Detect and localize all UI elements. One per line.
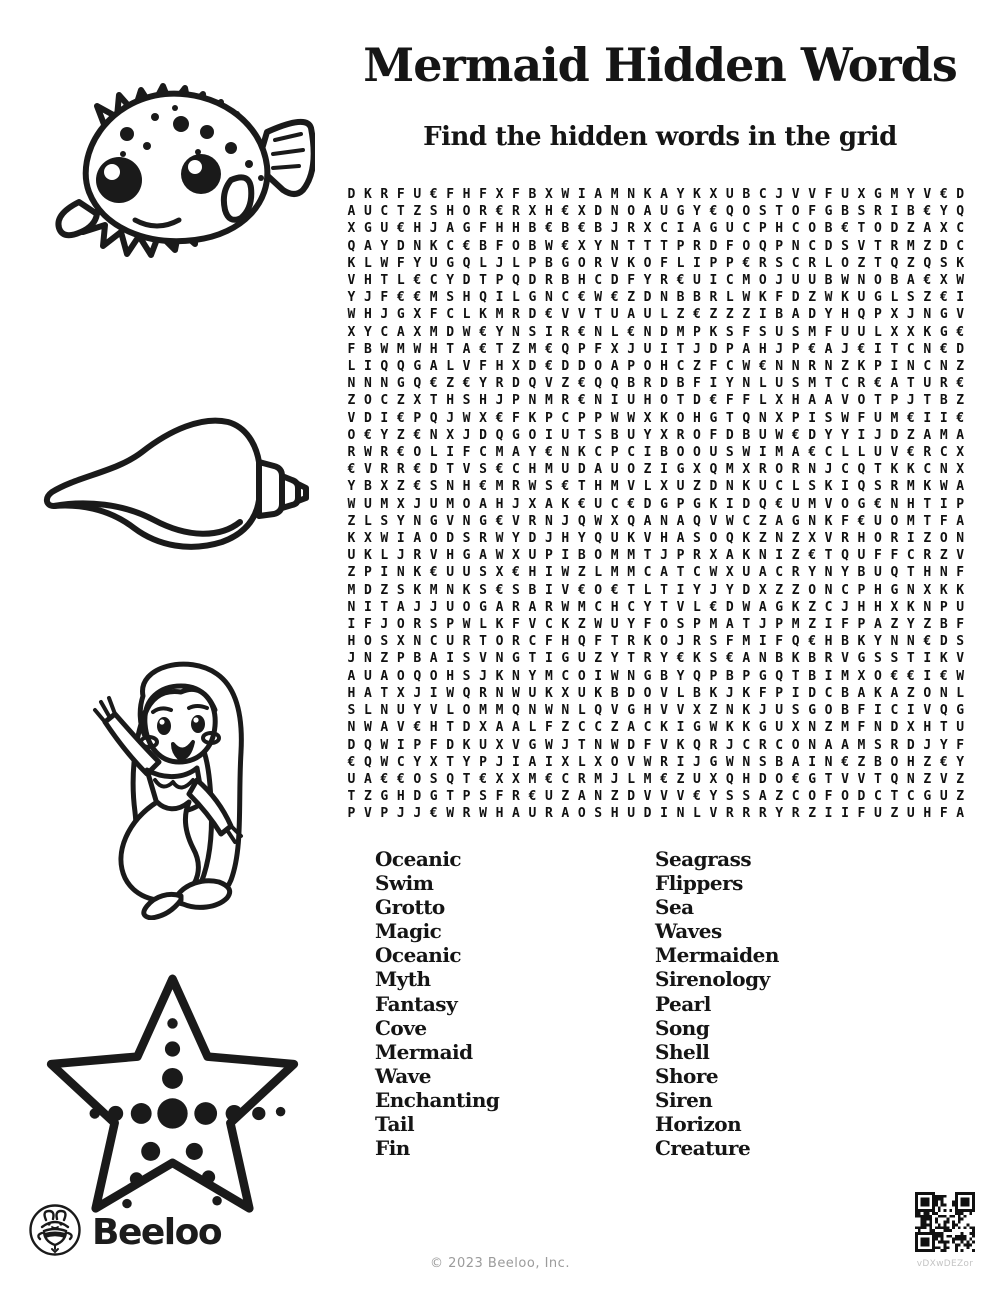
grid-row: Q A Y D N K C € B F O B W € X Y N T T T P R D F O Q P N C D S V T R M Z D C <box>347 238 965 254</box>
word-grid <box>345 186 967 823</box>
grid-row: J N Z P B A I S V N G T I G U Z Y T R Y € K S € A N B K B R V G S S T I K V <box>347 651 965 667</box>
grid-row: A U A O Q O H S J K N Y M C O I W N G B Y Q P B P G Q T B I M X O € € I € W <box>347 668 965 684</box>
word-item: Waves <box>655 919 722 944</box>
word-item: Creature <box>655 1136 751 1161</box>
seashell-icon <box>38 400 316 560</box>
grid-row: € V R R € D T V S € C H M U D A U O Z I G X Q M X R O R N J C Q T K K C N X <box>347 462 965 478</box>
grid-row: F B W M W H T A € T Z M € Q P F X J U I T J D P A H J P € A J € I T C N € D <box>347 341 965 357</box>
brand-logo <box>28 1203 221 1261</box>
copyright-text: © 2023 Beeloo, Inc. <box>430 1256 570 1271</box>
word-item: Mermaid <box>375 1039 473 1064</box>
grid-row: S L N U Y V L O M M Q N W N L Q V G H V V X Z N K J U S G O B F I C I V Q G <box>347 703 965 719</box>
qr-code-image <box>915 1192 975 1252</box>
word-item: Magic <box>375 919 442 944</box>
grid-row: O € Y Z € N X J D Q G O I U T S B U Y X R O F D B U W € D Y Y I J D Z A M A <box>347 427 965 443</box>
word-item: Sirenology <box>655 967 770 992</box>
mermaid-icon <box>85 652 270 920</box>
word-item: Pearl <box>655 991 711 1016</box>
pufferfish-icon <box>35 62 315 272</box>
grid-row: W U M X J U M O A H J X A K € U C € D G P G K I D Q € U M V O G € N H T I P <box>347 496 965 512</box>
grid-row: Y B X Z € S N H € M R W S € T H M V L X U Z D N K U C L S K I Q S R M K W A <box>347 479 965 495</box>
grid-row: D K R F U € F H F X F B X W I A M N K A Y K X U B C J V V F U X G M Y V € D <box>347 187 965 202</box>
word-item: Horizon <box>655 1112 742 1137</box>
grid-row: N W A V € H T D X A A L F Z C C Z A C K I G W K K G U X N Z M F N D X H T U <box>347 720 965 736</box>
grid-row: V H T L € C Y D T P Q D R B H C D F Y R € U I C M O J U U B W N O B A € X W <box>347 273 965 289</box>
grid-row: R W R € O L I F C M A Y € N K C P C I B O O U S W I M A € C L L U V € R C X <box>347 445 965 461</box>
grid-row: K L W F Y U G Q L J L P B G O R V K O F L I P P € R S C R L O Z T Q Z Q S K <box>347 255 965 271</box>
word-item: Shell <box>655 1039 710 1064</box>
qr-code <box>912 1192 978 1269</box>
grid-row: D Q W I P F D K U X V G W J T N W D F V K Q R J C R C O N A A M S R D J Y F <box>347 737 965 753</box>
word-item: Fantasy <box>375 991 458 1016</box>
grid-row: Y J F € € M S H Q I L G N C € W € Z D N B B R L W K F D Z W K U G L S Z € I <box>347 290 965 306</box>
word-item: Song <box>655 1015 710 1040</box>
grid-row: N N N G Q € Z € Y R D Q V Z € Q Q B R D B F I Y N L U S M T C R € A T U R € <box>347 376 965 392</box>
grid-row: U K L J R V H G A W X U P I B O M M T J P R X A K N I Z € T Q U F F C R Z V <box>347 548 965 564</box>
word-item: Sea <box>655 895 694 920</box>
word-list-left <box>375 847 615 1160</box>
page-subtitle: Find the hidden words in the grid <box>423 122 897 152</box>
word-item: Seagrass <box>655 847 752 871</box>
grid-row: P V P J J € W R W H A U R A O S H U D I N L V R R R Y R Z I I F U Z U H F A <box>347 806 965 822</box>
word-item: Wave <box>375 1063 432 1088</box>
word-item: Mermaiden <box>655 943 779 968</box>
bee-logo-icon <box>28 1203 82 1261</box>
grid-row: U A € € O S Q T € X X M € C R M J L M € Z U X Q H D O € G T V V T Q N Z V Z <box>347 771 965 787</box>
grid-row: T Z G H D G T P S F R € U Z A N Z D V V V € Y S S A Z C O F O D C T C G U Z <box>347 789 965 805</box>
grid-row: Z P I N K € U U S X € H I W Z L M M C A T C W X U A C R Y N Y B U Q T H N F <box>347 565 965 581</box>
word-item: Cove <box>375 1015 427 1040</box>
word-item: Enchanting <box>375 1087 500 1112</box>
page-title: Mermaid Hidden Words <box>363 38 957 92</box>
grid-row: A U C T Z S H O R € R X H € X D N O A U G Y € Q O S T O F G B S R I B € Y Q <box>347 204 965 220</box>
grid-row: K X W I A O D S R W Y D J H Y Q U K V H A S O Q K Z N Z X V R H O R I Z O N <box>347 531 965 547</box>
starfish-icon <box>35 968 310 1240</box>
word-item: Swim <box>375 871 434 896</box>
grid-row: X G U € H J A G F H H B € B € B J R X C I A G U C P H C O B € T O D Z A X C <box>347 221 965 237</box>
grid-row: € Q W C Y X T Y P J I A I X L X O V W R I J G W N S B A I N € Z B O H Z € Y <box>347 754 965 770</box>
word-item: Myth <box>375 967 431 992</box>
qr-caption: vDXwDEZor <box>916 1259 974 1269</box>
word-item: Oceanic <box>375 847 462 871</box>
grid-row: L I Q Q G A L V F H X D € D D O A P O H C Z F C W € N N R N Z K P I N C N Z <box>347 359 965 375</box>
grid-row: H O S X N C U R T O R C F H Q F T R K O J R S F M I F Q € H B K Y N N € D S <box>347 634 965 650</box>
grid-row: V D I € P Q J W X € F K P C P P W W X K O H G T Q N X P I S W F U M € I I € <box>347 410 965 426</box>
grid-row: X Y C A X M D W € Y N S I R € N L € N D M P K S F S U S M F U U L X X K G € <box>347 324 965 340</box>
grid-row: Z O C Z X T H S H J P N M R € N I U H O T D € F F L X H A A V O T P J T B Z <box>347 393 965 409</box>
word-item: Fin <box>375 1136 410 1161</box>
word-item: Flippers <box>655 871 743 896</box>
brand-name: Beeloo <box>92 1211 222 1253</box>
grid-row: Z L S Y N G V N G € V R N J Q W X Q A N A Q V W C Z A G N K F € U O M T F A <box>347 513 965 529</box>
word-item: Siren <box>655 1087 713 1112</box>
word-item: Grotto <box>375 895 445 920</box>
grid-row: I F J O R S P W L K F V C K Z W U Y F O S P M A T J P M Z I F P A Z Y Z B F <box>347 617 965 633</box>
word-item: Shore <box>655 1063 719 1088</box>
grid-row: N I T A J J U O G A R A R W M C H C Y T V L € D W A G K Z C J H H X K N P U <box>347 599 965 615</box>
word-item: Tail <box>375 1112 415 1137</box>
word-list-right <box>655 847 895 1160</box>
grid-row: M D Z S K M N K S € S B I V € O € T L T I Y J Y D X Z Z O N C P H G N X K K <box>347 582 965 598</box>
grid-row: H A T X J I W Q R N W U K X U K B D O V L B K J K F P I D C B A K A Z O N L <box>347 685 965 701</box>
word-item: Oceanic <box>375 943 462 968</box>
grid-row: W H J G X F C L K M R D € V V T U A U L Z € Z Z Z I B A D Y H Q P X J N G V <box>347 307 965 323</box>
